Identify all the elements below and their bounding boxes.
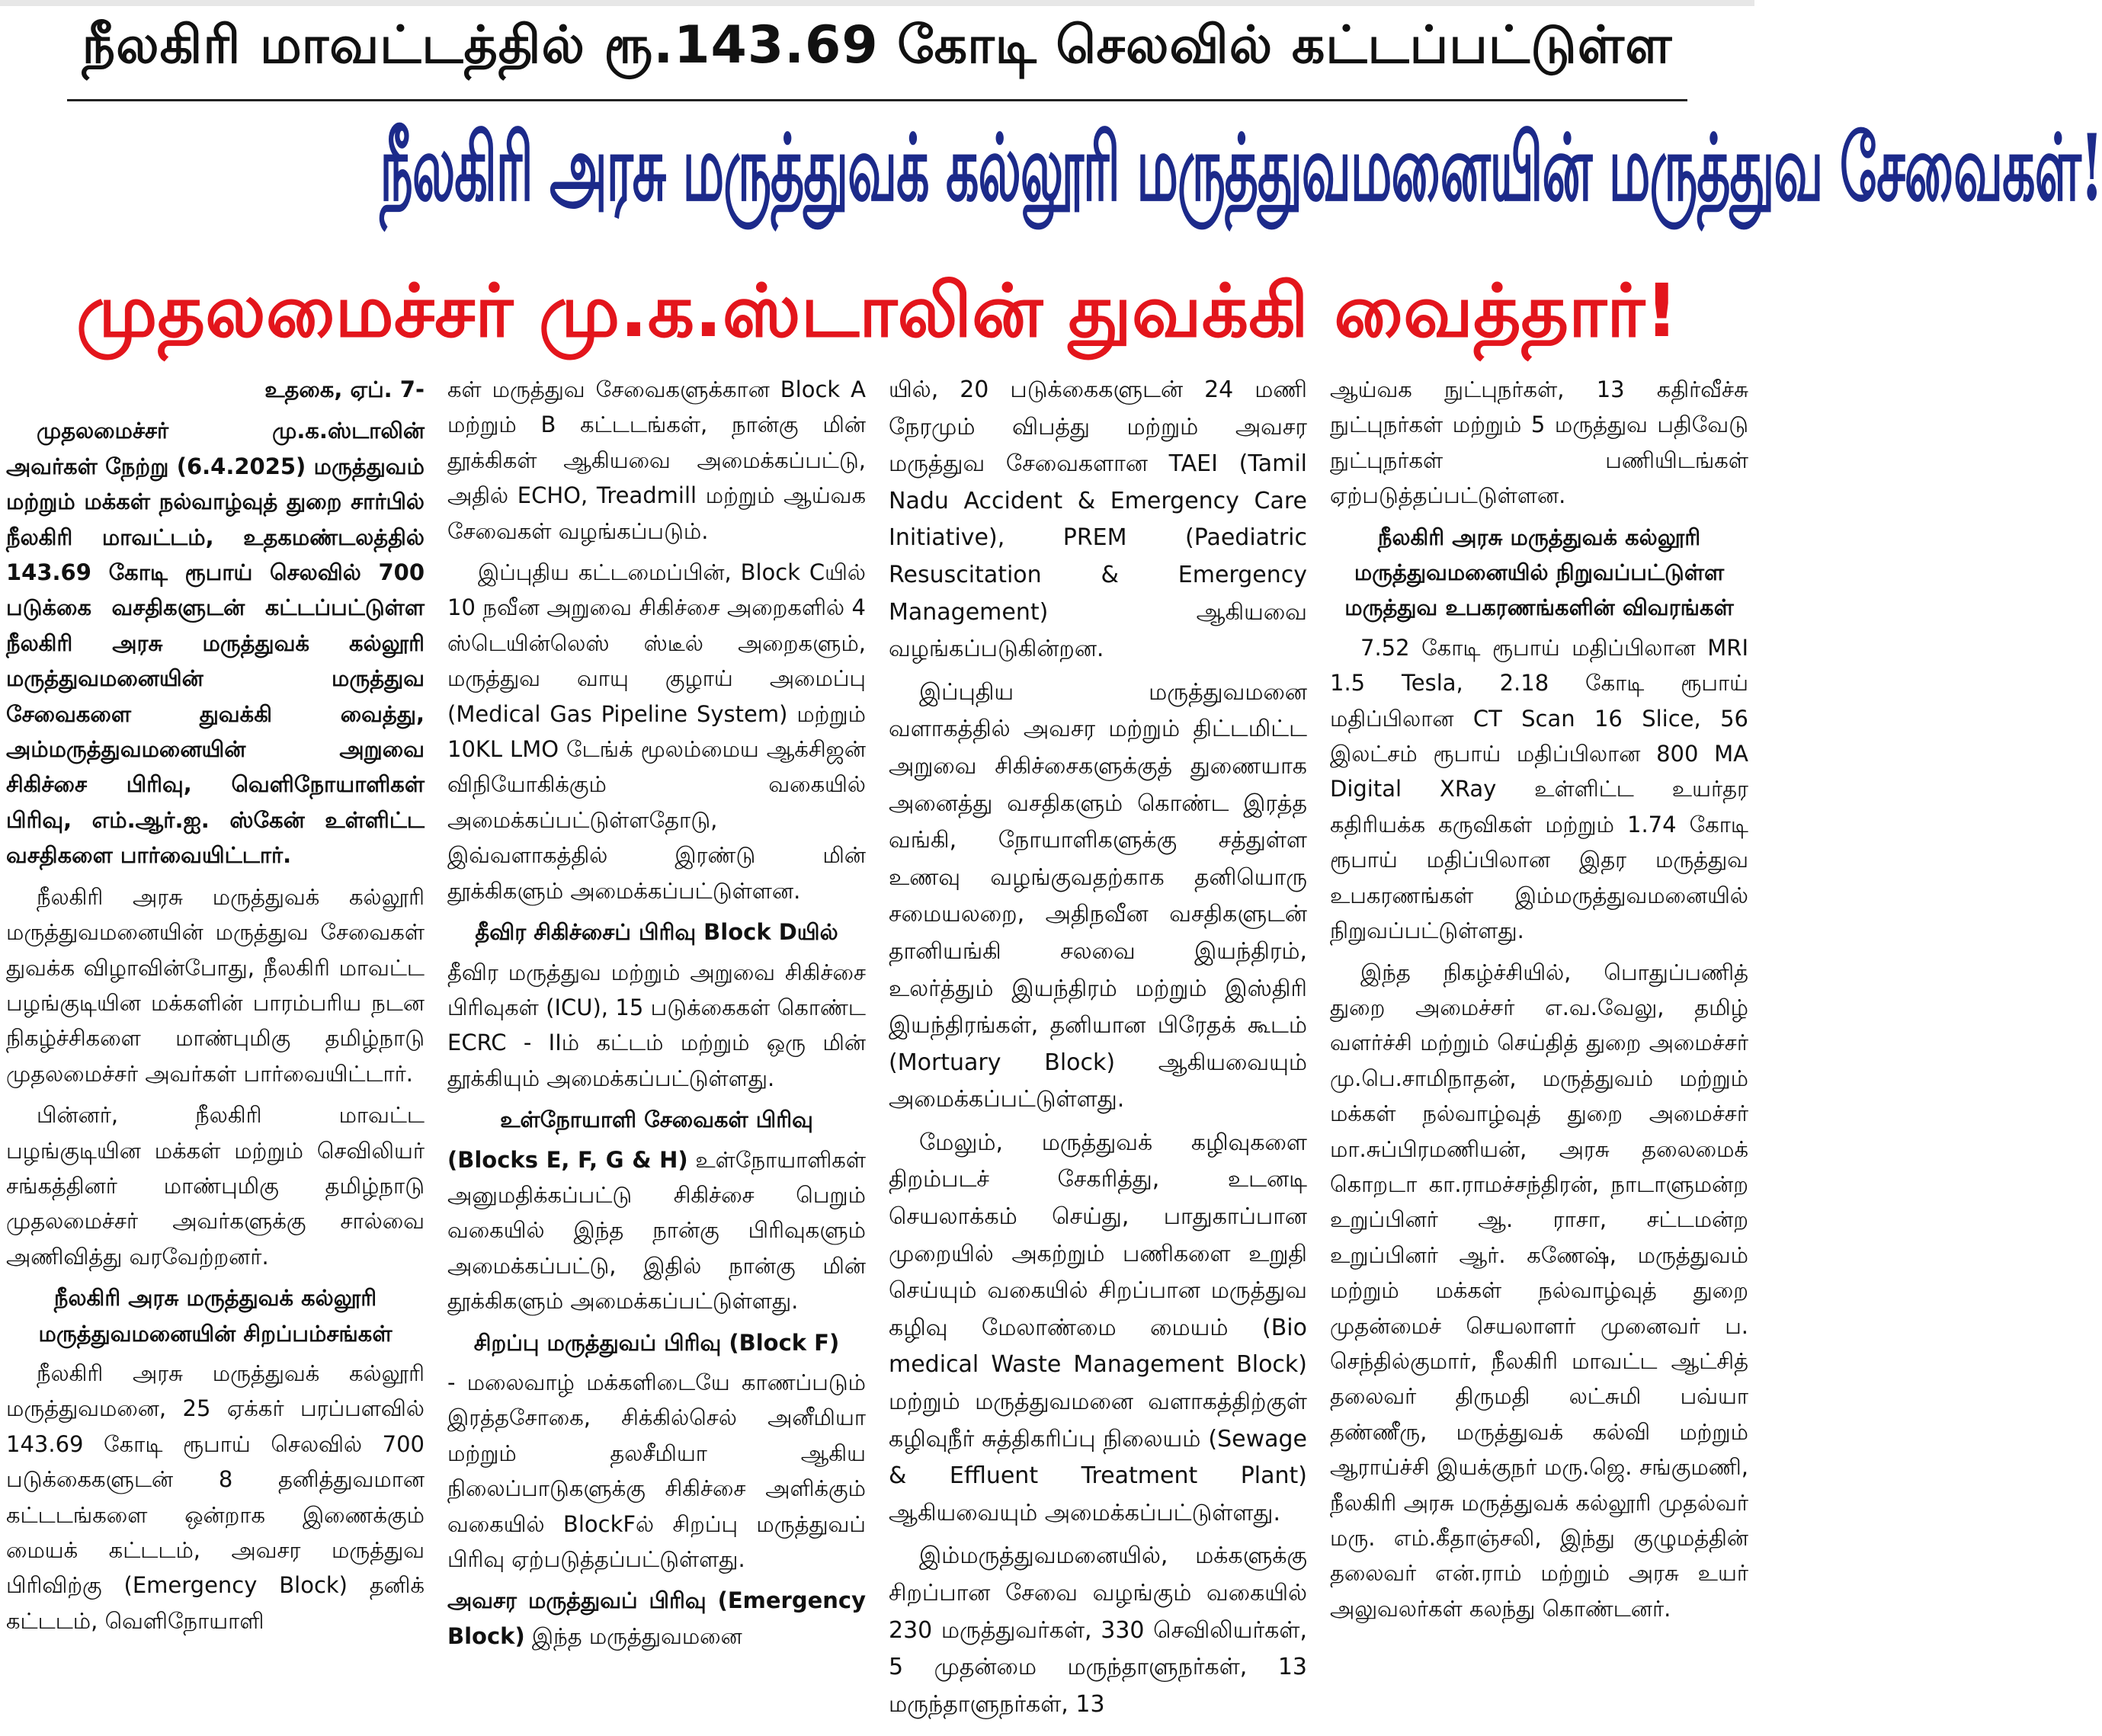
headline: நீலகிரி அரசு மருத்துவக் கல்லூரி மருத்துவமனையின் மருத்துவ சேவைகள்! xyxy=(380,114,2102,222)
paragraph xyxy=(447,1583,866,1654)
top-strip xyxy=(0,0,1754,6)
kicker-line: நீலகிரி மாவட்டத்தில் ரூ.143.69 கோடி செலவில் கட்டப்பட்டுள்ள xyxy=(82,15,1673,75)
paragraph: தீவிர மருத்துவ மற்றும் அறுவை சிகிச்சை பிரிவுகள் (ICU), 15 படுக்கைகள் கொண்ட ECRC - IIம் கட்டம் மற்றும் ஒரு மின் தூக்கியும் அமைக்கப்பட்டுள்ளது. xyxy=(447,959,866,1091)
paragraph: இப்புதிய மருத்துவமனை வளாகத்தில் அவசர மற்றும் திட்டமிட்ட அறுவை சிகிச்சைகளுக்குத் துணையாக அனைத்து வசதிகளும் கொண்ட இரத்த வங்கி, நோயாளிகளுக்கு சத்துள்ள உணவு வழங்குவதற்காக தனியொரு சமையலறை, அதிநவீன வசதிகளுடன் தானியங்கி சலவை இயந்திரம், உலர்த்தும் இயந்திரம் மற்றும் இஸ்திரி இயந்திரங்கள், தனியான பிரேதக் கூடம் (Mortuary Block) ஆகியவையும் அமைக்கப்பட்டுள்ளது. xyxy=(889,678,1307,1113)
run-in-heading: அவசர மருத்துவப் பிரிவு (Emergency Block) xyxy=(447,1587,866,1649)
paragraph xyxy=(447,1142,866,1319)
kicker-rule xyxy=(67,99,1687,101)
column-3 xyxy=(889,372,1307,1732)
paragraph: ஆய்வக நுட்புநர்கள், 13 கதிர்வீச்சு நுட்புநர்கள் மற்றும் 5 மருத்துவ பதிவேடு நுட்புநர்கள் பணியிடங்கள் ஏற்படுத்தப்பட்டுள்ளன. xyxy=(1330,376,1748,509)
paragraph-text: உள்நோயாளிகள் அனுமதிக்கப்பட்டு சிகிச்சை பெறும் வகையில் இந்த நான்கு பிரிவுகளும் அமைக்கப்பட்டு, இதில் நான்கு மின் தூக்கிகளும் அமைக்கப்பட்டுள்ளது. xyxy=(447,1146,866,1315)
paragraph: இப்புதிய கட்டமைப்பின், Block Cயில் 10 நவீன அறுவை சிகிச்சை அறைகளில் 4 ஸ்டெயின்லெஸ் ஸ்டீல் அறைகளும், மருத்துவ வாயு குழாய் அமைப்பு (Medical Gas Pipeline System) மற்றும் 10KL LMO டேங்க் மூலம்மைய ஆக்சிஜன் விநியோகிக்கும் வகையில் அமைக்கப்பட்டுள்ளதோடு, இவ்வளாகத்தில் இரண்டு மின் தூக்கிகளும் அமைக்கப்பட்டுள்ளன. xyxy=(447,559,866,904)
paragraph: பின்னர், நீலகிரி மாவட்ட பழங்குடியின மக்கள் மற்றும் செவிலியர் சங்கத்தினர் மாண்புமிகு தமிழ்நாடு முதலமைச்சர் அவர்களுக்கு சால்வை அணிவித்து வரவேற்றனர். xyxy=(6,1102,425,1270)
column-1 xyxy=(6,372,425,1732)
subheading: தீவிர சிகிச்சைப் பிரிவு Block Dயில் xyxy=(475,919,838,946)
paragraph: நீலகிரி அரசு மருத்துவக் கல்லூரி மருத்துவமனையின் மருத்துவ சேவைகள் துவக்க விழாவின்போது, நீலகிரி மாவட்ட பழங்குடியின மக்களின் பாரம்பரிய நடன நிகழ்ச்சிகளை மாண்புமிகு தமிழ்நாடு முதலமைச்சர் அவர்கள் பார்வையிட்டார். xyxy=(6,883,425,1087)
column-4 xyxy=(1330,372,1748,1732)
article-columns xyxy=(6,372,1748,1732)
subheading: உள்நோயாளி சேவைகள் பிரிவு xyxy=(500,1107,813,1133)
subheading: நீலகிரி அரசு மருத்துவக் கல்லூரி மருத்துவமனையின் சிறப்பம்சங்கள் xyxy=(38,1285,393,1347)
dateline: உதகை, ஏப். 7- xyxy=(264,376,425,402)
paragraph: நீலகிரி அரசு மருத்துவக் கல்லூரி மருத்துவமனை, 25 ஏக்கர் பரப்பளவில் 143.69 கோடி ரூபாய் செலவில் 700 படுக்கைகளுடன் 8 தனித்துவமான கட்டடங்களை ஒன்றாக இணைக்கும் மையக் கட்டடம், அவசர மருத்துவ பிரிவிற்கு (Emergency Block) தனிக் கட்டடம், வெளிநோயாளி xyxy=(6,1360,425,1634)
subheading: நீலகிரி அரசு மருத்துவக் கல்லூரி மருத்துவமனையில் நிறுவப்பட்டுள்ள மருத்துவ உபகரணங்களின் விவரங்கள் xyxy=(1344,524,1734,621)
paragraph: கள் மருத்துவ சேவைகளுக்கான Block A மற்றும் B கட்டடங்கள், நான்கு மின் தூக்கிகள் ஆகியவை அமைக்கப்பட்டு, அதில் ECHO, Treadmill மற்றும் ஆய்வக சேவைகள் வழங்கப்படும். xyxy=(447,376,866,544)
subheading: சிறப்பு மருத்துவப் பிரிவு (Block F) xyxy=(473,1329,840,1356)
paragraph-text: இந்த மருத்துவமனை xyxy=(524,1622,742,1649)
paragraph: - மலைவாழ் மக்களிடையே காணப்படும் இரத்தசோகை, சிக்கில்செல் அனீமியா மற்றும் தலசீமியா ஆகிய நிலைப்பாடுகளுக்கு சிகிச்சை அளிக்கும் வகையில் BlockFல் சிறப்பு மருத்துவப் பிரிவு ஏற்படுத்தப்பட்டுள்ளது. xyxy=(447,1369,866,1572)
paragraph: இந்த நிகழ்ச்சியில், பொதுப்பணித் துறை அமைச்சர் எ.வ.வேலு, தமிழ் வளர்ச்சி மற்றும் செய்தித் துறை அமைச்சர் மு.பெ.சாமிநாதன், மருத்துவம் மற்றும் மக்கள் நல்வாழ்வுத் துறை அமைச்சர் மா.சுப்பிரமணியன், அரசு தலைமைக் கொறடா கா.ராமச்சந்திரன், நாடாளுமன்ற உறுப்பினர் ஆ. ராசா, சட்டமன்ற உறுப்பினர் ஆர். கணேஷ், மருத்துவம் மற்றும் மக்கள் நல்வாழ்வுத் துறை முதன்மைச் செயலாளர் முனைவர் ப. செந்தில்குமார், நீலகிரி மாவட்ட ஆட்சித் தலைவர் திருமதி லட்சுமி பவ்யா தண்ணீரு, மருத்துவக் கல்வி மற்றும் ஆராய்ச்சி இயக்குநர் மரு.ஜெ. சங்குமணி, நீலகிரி அரசு மருத்துவக் கல்லூரி முதல்வர் மரு. எம்.கீதாஞ்சலி, இந்து குழுமத்தின் தலைவர் என்.ராம் மற்றும் அரசு உயர் அலுவலர்கள் கலந்து கொண்டனர். xyxy=(1330,959,1748,1622)
run-in-heading: (Blocks E, F, G & H) xyxy=(447,1146,688,1173)
paragraph: மேலும், மருத்துவக் கழிவுகளை திறம்படச் சேகரித்து, உடனடி செயலாக்கம் செய்து, பாதுகாப்பான முறையில் அகற்றும் பணிகளை உறுதி செய்யும் வகையில் சிறப்பான மருத்துவ கழிவு மேலாண்மை மையம் (Bio medical Waste Management Block) மற்றும் மருத்துவமனை வளாகத்திற்குள் கழிவுநீர் சுத்திகரிப்பு நிலையம் (Sewage & Effluent Treatment Plant) ஆகியவையும் அமைக்கப்பட்டுள்ளது. xyxy=(889,1129,1307,1526)
lead-paragraph: முதலமைச்சர் மு.க.ஸ்டாலின் அவர்கள் நேற்று (6.4.2025) மருத்துவம் மற்றும் மக்கள் நல்வாழ்வுத் துறை சார்பில் நீலகிரி மாவட்டம், உதகமண்டலத்தில் 143.69 கோடி ரூபாய் செலவில் 700 படுக்கை வசதிகளுடன் கட்டப்பட்டுள்ள நீலகிரி அரசு மருத்துவக் கல்லூரி மருத்துவமனையின் மருத்துவ சேவைகளை துவக்கி வைத்து, அம்மருத்துவமனையின் அறுவை சிகிச்சை பிரிவு, வெளிநோயாளிகள் பிரிவு, எம்.ஆர்.ஐ. ஸ்கேன் உள்ளிட்ட வசதிகளை பார்வையிட்டார். xyxy=(6,418,425,869)
paragraph: யில், 20 படுக்கைகளுடன் 24 மணி நேரமும் விபத்து மற்றும் அவசர மருத்துவ சேவைகளான TAEI (Tamil Nadu Accident & Emergency Care Initiative), PREM (Paediatric Resuscitation & Emergency Management) ஆகியவை வழங்கப்படுகின்றன. xyxy=(889,376,1307,663)
column-2 xyxy=(447,372,866,1732)
paragraph: 7.52 கோடி ரூபாய் மதிப்பிலான MRI 1.5 Tesla, 2.18 கோடி ரூபாய் மதிப்பிலான CT Scan 16 Slice, 56 இலட்சம் ரூபாய் மதிப்பிலான 800 MA Digital XRay உள்ளிட்ட உயர்தர கதிரியக்க கருவிகள் மற்றும் 1.74 கோடி ரூபாய் மதிப்பிலான இதர மருத்துவ உபகரணங்கள் இம்மருத்துவமனையில் நிறுவப்பட்டுள்ளது. xyxy=(1330,634,1748,944)
subheadline: முதலமைச்சர் மு.க.ஸ்டாலின் துவக்கி வைத்தார்! xyxy=(75,268,1679,354)
paragraph: இம்மருத்துவமனையில், மக்களுக்கு சிறப்பான சேவை வழங்கும் வகையில் 230 மருத்துவர்கள், 330 செவிலியர்கள், 5 முதன்மை மருந்தாளுநர்கள், 13 மருந்தாளுநர்கள், 13 xyxy=(889,1542,1307,1718)
